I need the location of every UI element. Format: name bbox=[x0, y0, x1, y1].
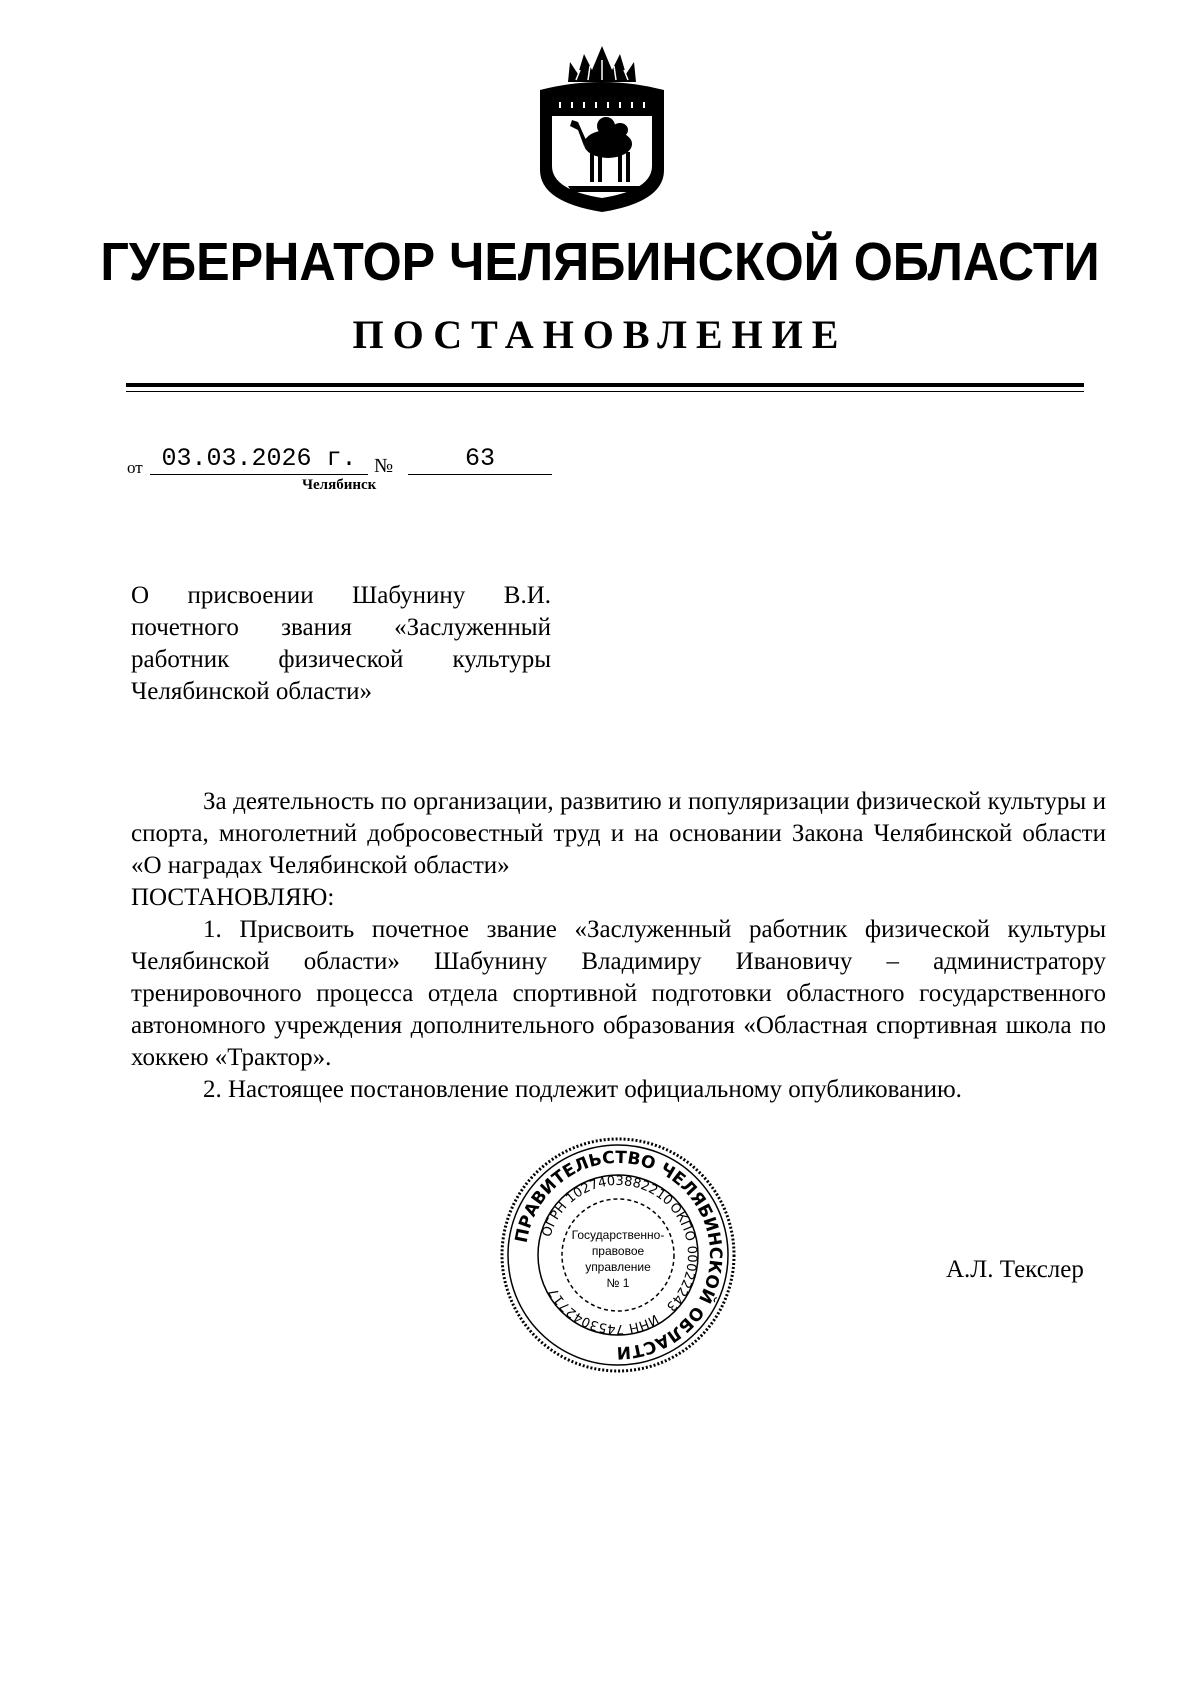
seal-center-line-3: управление bbox=[585, 1260, 651, 1274]
header-rule-thick bbox=[126, 383, 1084, 387]
resolve-heading: ПОСТАНОВЛЯЮ: bbox=[131, 884, 335, 911]
preamble-paragraph: За деятельность по организации, развитию и популяризации физической культуры и спорта, многолетний добросовестный труд и на основании Закона Челябинской области «О наградах Челябинской области» bbox=[131, 788, 1106, 879]
seal-center-line-1: Государственно- bbox=[571, 1228, 665, 1242]
official-seal bbox=[498, 1135, 738, 1375]
issuer-title: ГУБЕРНАТОР ЧЕЛЯБИНСКОЙ ОБЛАСТИ bbox=[100, 232, 1100, 292]
header-rule-thin bbox=[126, 391, 1084, 392]
seal-ogrn: ОГРН 1027403882210 bbox=[539, 1173, 676, 1239]
document-subject: О присвоении Шабунину В.И. почетного звания «Заслуженный работник физической культуры Челябинской области» bbox=[131, 582, 551, 705]
crown-icon bbox=[568, 46, 636, 82]
document-number: 63 bbox=[408, 444, 552, 475]
seal-center-line-4: № 1 bbox=[606, 1276, 630, 1290]
seal-outer-text: ПРАВИТЕЛЬСТВО ЧЕЛЯБИНСКОЙ ОБЛАСТИ bbox=[511, 1147, 726, 1363]
issue-city: Челябинск bbox=[302, 477, 377, 493]
signer-name: А.Л. Текслер bbox=[946, 1256, 1084, 1283]
seal-inn: ИНН 7453042717 bbox=[546, 1284, 661, 1337]
seal-okpo: ОКПО 00022243 bbox=[663, 1200, 700, 1314]
resolution-item-2: 2. Настоящее постановление подлежит официальному опубликованию. bbox=[203, 1076, 962, 1103]
svg-text:ИНН 7453042717 bbox=[546, 1285, 661, 1336]
document-type-heading: ПОСТАНОВЛЕНИЕ bbox=[352, 312, 848, 357]
number-label: № bbox=[374, 455, 394, 477]
resolution-item-1: 1. Присвоить почетное звание «Заслуженный работник физической культуры Челябинской области» Шабунину Владимиру Ивановичу – администратору тренировочного процесса отдела спортивной подготовки областного государственного автономного учреждения дополнительного образования «Областная спортивная школа по хоккею «Трактор». bbox=[131, 916, 1106, 1071]
coat-of-arms-emblem bbox=[528, 40, 676, 218]
document-date: 03.03.2026 г. bbox=[150, 444, 368, 475]
date-from-label: от bbox=[127, 458, 143, 477]
svg-text:ОКПО 00022243 bbox=[663, 1200, 699, 1314]
seal-center-line-2: правовое bbox=[591, 1244, 645, 1258]
